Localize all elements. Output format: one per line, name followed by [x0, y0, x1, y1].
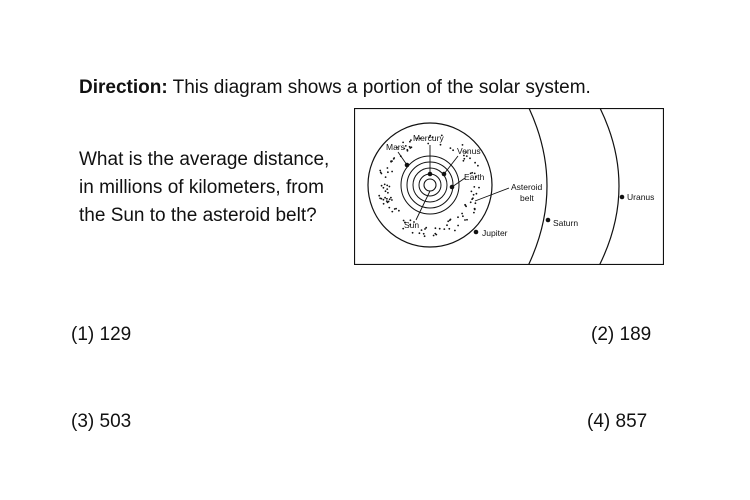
asteroid-dot — [454, 230, 456, 232]
choice-value: 129 — [99, 324, 132, 345]
asteroid-dot — [450, 147, 452, 149]
asteroid-belt-label-line-2: belt — [520, 193, 534, 203]
asteroid-dot — [388, 201, 390, 203]
asteroid-dot — [452, 149, 454, 151]
choice-number: (2) — [591, 324, 615, 345]
asteroid-dot — [387, 171, 389, 173]
asteroid-dot — [475, 202, 477, 204]
asteroid-dot — [424, 235, 426, 237]
asteroid-dot — [471, 191, 473, 193]
asteroid-dot — [473, 212, 475, 214]
asteroid-dot — [457, 225, 459, 227]
venus-label: Venus — [457, 146, 481, 156]
choice-value: 189 — [619, 324, 652, 345]
asteroid-dot — [471, 198, 473, 200]
asteroid-dot — [478, 187, 480, 189]
asteroid-dot — [433, 235, 435, 237]
mercury-label: Mercury — [413, 133, 444, 143]
asteroid-dot — [389, 198, 391, 200]
asteroid-dot — [457, 216, 459, 218]
asteroid-dot — [466, 219, 468, 221]
asteroid-dot — [462, 215, 464, 217]
asteroid-dot — [440, 144, 442, 146]
asteroid-dot — [461, 213, 463, 215]
asteroid-dot — [470, 201, 472, 203]
asteroid-dot — [446, 224, 448, 226]
mars-label: Mars — [386, 142, 405, 152]
asteroid-dot — [386, 188, 388, 190]
asteroid-dot — [398, 210, 400, 212]
asteroid-dot — [424, 228, 426, 230]
asteroid-dot — [464, 219, 466, 221]
asteroid-dot — [439, 228, 441, 230]
asteroid-dot — [463, 158, 465, 160]
question-line-1: What is the average distance, — [79, 149, 330, 170]
asteroid-dot — [383, 203, 385, 205]
asteroid-dot — [463, 160, 465, 162]
asteroid-belt-label-line-1: Asteroid — [511, 182, 543, 192]
asteroid-dot — [476, 193, 478, 195]
asteroid-dot — [383, 187, 385, 189]
saturn-label: Saturn — [553, 218, 579, 228]
asteroid-dot — [435, 227, 437, 229]
uranus-label: Uranus — [627, 192, 655, 202]
asteroid-dot — [406, 149, 408, 151]
asteroid-dot — [410, 139, 412, 141]
asteroid-dot — [378, 195, 380, 197]
asteroid-dot — [394, 208, 396, 210]
question-text — [79, 146, 349, 230]
asteroid-dot — [411, 146, 413, 148]
answer-choice-3[interactable] — [71, 410, 131, 434]
asteroid-dot — [409, 146, 411, 148]
asteroid-dot — [384, 197, 386, 199]
asteroid-dot — [393, 158, 395, 160]
asteroid-dot — [477, 165, 479, 167]
asteroid-dot — [409, 141, 411, 143]
answer-choice-1[interactable] — [71, 323, 131, 347]
asteroid-dot — [391, 211, 393, 213]
asteroid-dot — [390, 197, 392, 199]
asteroid-dot — [469, 157, 471, 159]
asteroid-dot — [379, 170, 381, 172]
asteroid-dot — [383, 199, 385, 201]
uranus-dot — [620, 195, 625, 200]
asteroid-dot — [379, 197, 381, 199]
jupiter-dot — [474, 230, 479, 235]
asteroid-dot — [385, 176, 387, 178]
asteroid-dot — [465, 206, 467, 208]
asteroid-dot — [405, 145, 407, 147]
asteroid-dot — [443, 228, 445, 230]
asteroid-dot — [474, 162, 476, 164]
jupiter-label: Jupiter — [482, 228, 508, 238]
asteroid-dot — [391, 199, 393, 201]
asteroid-dot — [380, 172, 382, 174]
asteroid-dot — [387, 167, 389, 169]
asteroid-dot — [473, 194, 475, 196]
asteroid-dot — [447, 220, 449, 222]
asteroid-dot — [448, 228, 450, 230]
asteroid-dot — [419, 232, 421, 234]
direction-body: This diagram shows a portion of the solar system. — [172, 77, 591, 98]
asteroid-dot — [391, 171, 393, 173]
direction-label: Direction: — [79, 77, 168, 98]
asteroid-dot — [412, 232, 414, 234]
asteroid-dot — [381, 185, 383, 187]
asteroid-dot — [473, 186, 475, 188]
solar-system-diagram — [354, 108, 664, 265]
asteroid-dot — [387, 192, 389, 194]
answer-choice-2[interactable] — [591, 323, 651, 347]
choice-number: (4) — [587, 411, 611, 432]
asteroid-dot — [385, 190, 387, 192]
asteroid-dot — [389, 186, 391, 188]
asteroid-dot — [386, 198, 388, 200]
asteroid-dot — [434, 233, 436, 235]
asteroid-dot — [384, 184, 386, 186]
asteroid-dot — [390, 160, 392, 162]
asteroid-dot — [388, 207, 390, 209]
asteroid-dot — [421, 229, 423, 231]
sun-label: Sun — [404, 220, 420, 230]
asteroid-dot — [386, 185, 388, 187]
choice-value: 503 — [99, 411, 132, 432]
choice-number: (1) — [71, 324, 95, 345]
choice-number: (3) — [71, 411, 95, 432]
asteroid-dot — [474, 208, 476, 210]
choice-value: 857 — [615, 411, 648, 432]
direction-text — [79, 76, 591, 100]
saturn-dot — [546, 218, 551, 223]
question-line-3: the Sun to the asteroid belt? — [79, 205, 317, 226]
question-line-2: in millions of kilometers, from — [79, 177, 324, 198]
asteroid-dot — [450, 219, 452, 221]
asteroid-dot — [423, 233, 425, 235]
answer-choice-4[interactable] — [587, 410, 647, 434]
earth-label: Earth — [464, 172, 485, 182]
